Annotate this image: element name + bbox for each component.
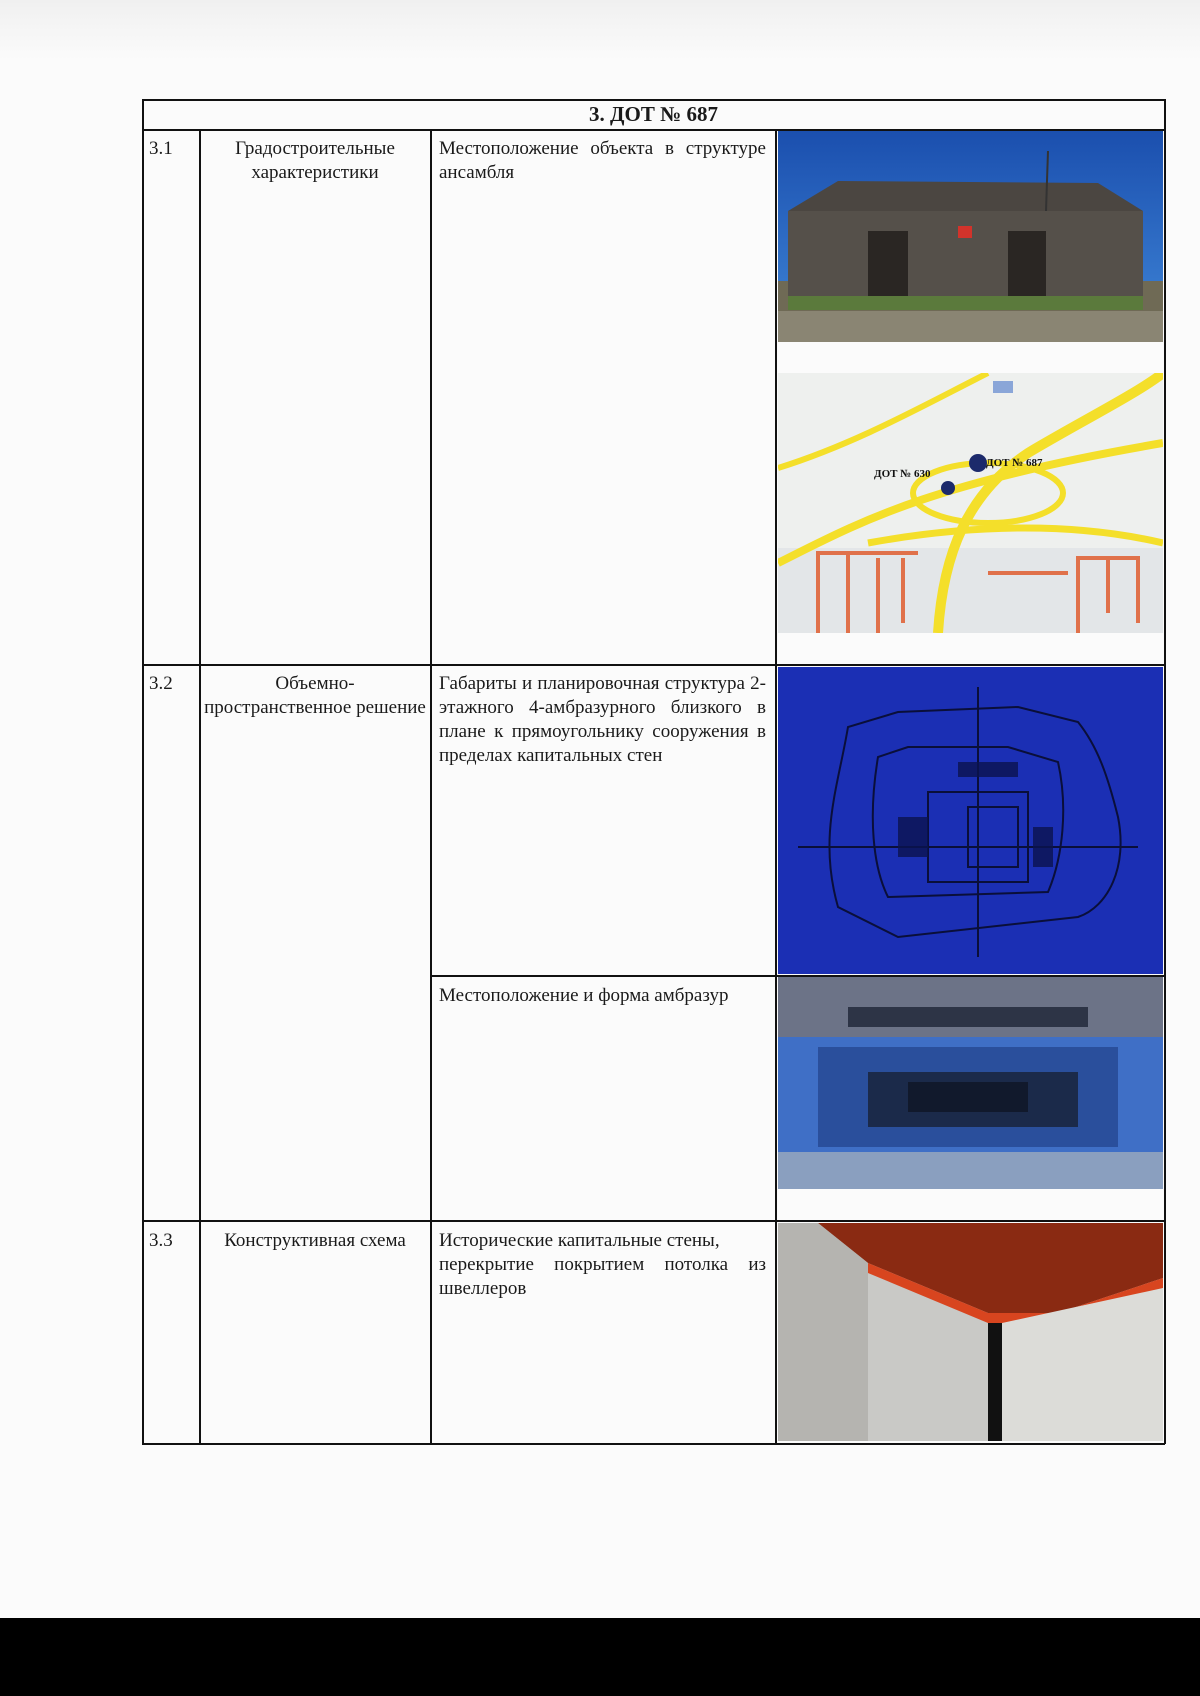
row-divider-3-2 — [142, 1220, 1165, 1222]
map-label-dot687: ДОТ № 687 — [986, 457, 1043, 469]
document-table — [142, 99, 1165, 1444]
column-divider-name — [430, 129, 432, 1444]
table-border-top — [142, 99, 1165, 101]
row-desc-3-3-line-2: перекрытие покрытием потолка из швеллеров — [439, 1254, 766, 1299]
bunker-exterior-photo — [778, 131, 1163, 342]
table-border-left — [142, 99, 144, 1444]
embrasure-photo — [778, 977, 1163, 1189]
column-divider-num — [199, 129, 201, 1444]
row-name-3-3: Конструктивная схема — [224, 1230, 406, 1251]
row-number-3-3: 3.3 — [149, 1230, 173, 1251]
section-title: 3. ДОТ № 687 — [589, 102, 718, 126]
location-map — [778, 373, 1163, 633]
row-number-3-1: 3.1 — [149, 138, 173, 159]
row-desc-3-2-a: Габариты и планировочная структура 2-этажного 4-амбразурного близкого в плане к прямоугольнику сооружения в пределах капитальных стен — [439, 673, 766, 766]
row-name-3-2: Объемно-пространственное решение — [204, 673, 426, 718]
scan-bottom-bar — [0, 1618, 1200, 1696]
floor-plan-drawing — [778, 667, 1163, 974]
map-label-dot630: ДОТ № 630 — [874, 468, 931, 480]
row-name-3-1: Градостроительные характеристики — [235, 138, 395, 183]
row-desc-3-2-b: Местоположение и форма амбразур — [439, 985, 729, 1006]
row-desc-3-3-line-1: Исторические капитальные стены, — [439, 1230, 720, 1251]
table-border-bottom — [142, 1443, 1165, 1445]
row-divider-3-1 — [142, 664, 1165, 666]
interior-ceiling-photo — [778, 1223, 1163, 1441]
column-divider-desc — [775, 129, 777, 1444]
row-desc-3-3 — [439, 1229, 766, 1301]
table-border-right — [1164, 99, 1166, 1444]
row-number-3-2: 3.2 — [149, 673, 173, 694]
row-desc-3-1: Местоположение объекта в структуре ансамбля — [439, 138, 766, 183]
scan-shading — [0, 0, 1200, 60]
